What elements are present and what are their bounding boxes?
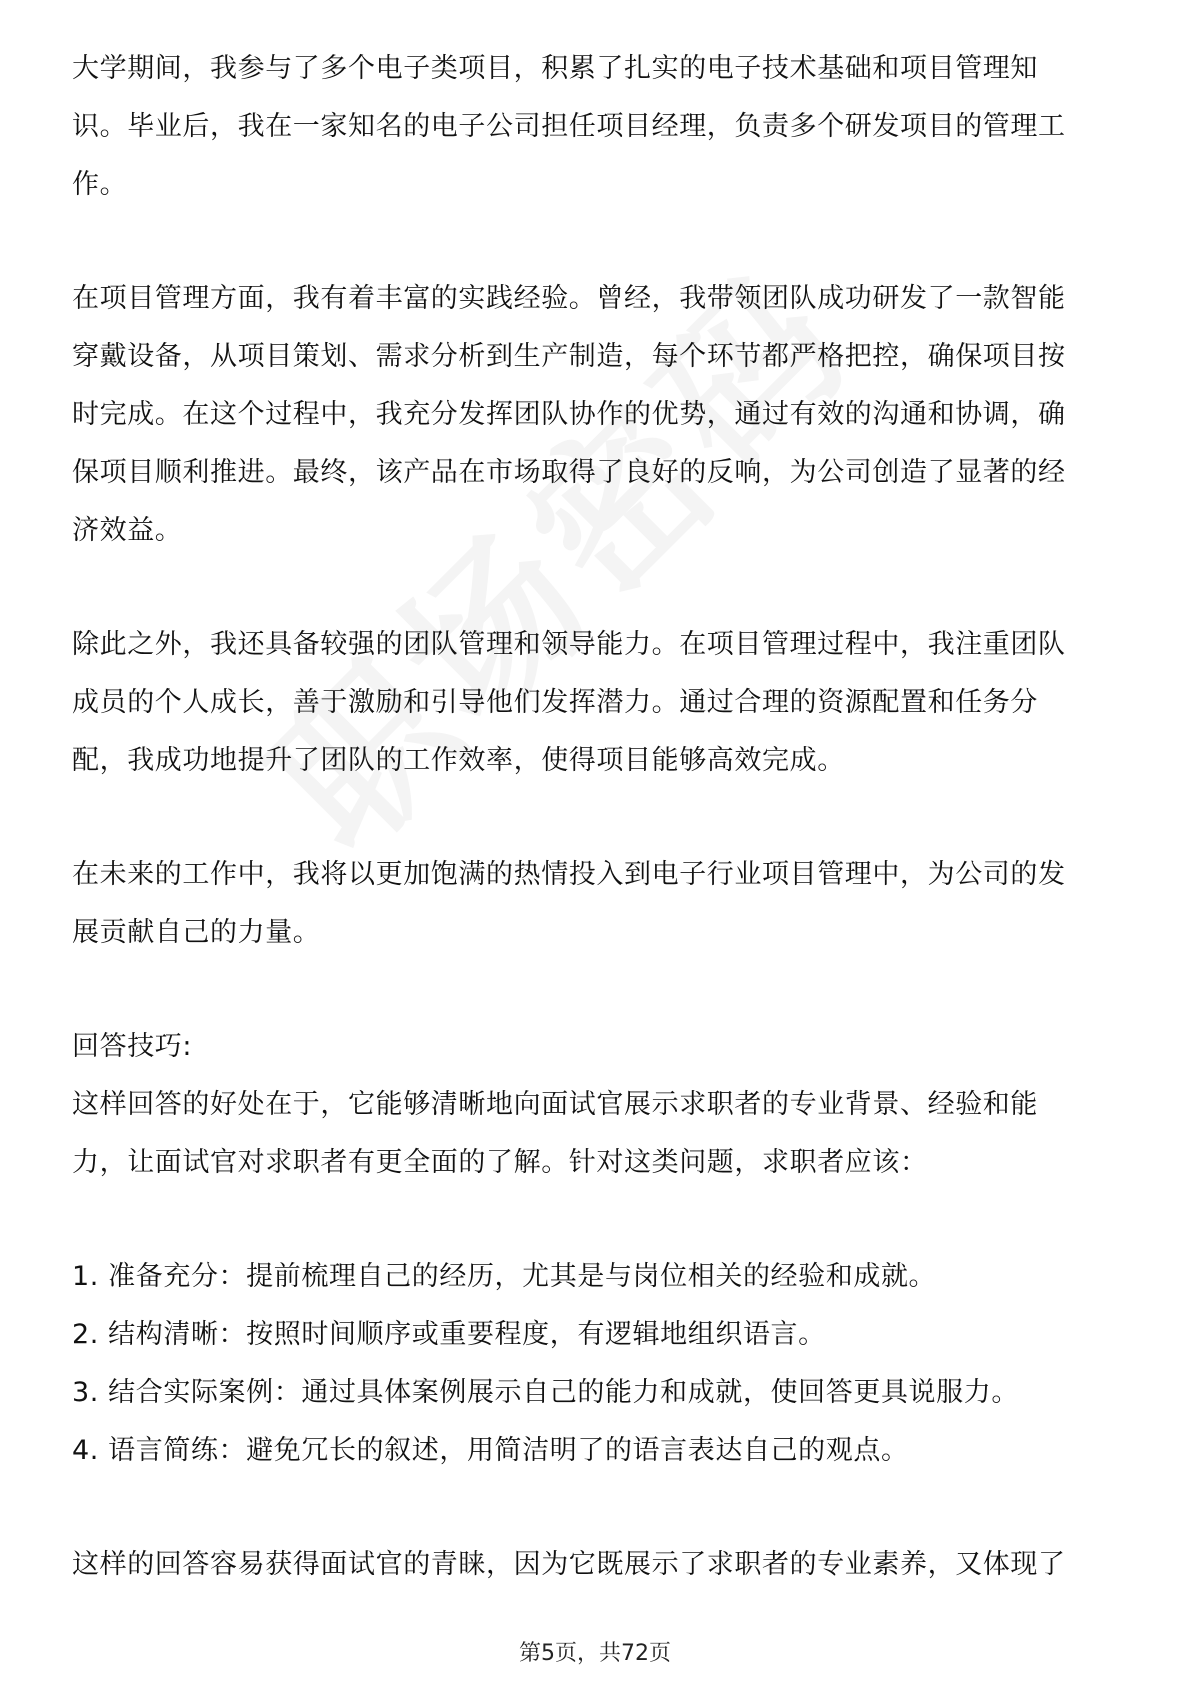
- text-line: 识。毕业后，我在一家知名的电子公司担任项目经理，负责多个研发项目的管理工: [72, 111, 1066, 142]
- paragraph-conclusion: [72, 1536, 1118, 1594]
- text-line: 在项目管理方面，我有着丰富的实践经验。曾经，我带领团队成功研发了一款智能: [72, 283, 1066, 314]
- page-number: 第5页，共72页: [519, 1641, 671, 1666]
- text-line: 展贡献自己的力量。: [72, 917, 321, 948]
- list-item: 1. 准备充分：提前梳理自己的经历，尤其是与岗位相关的经验和成就。: [72, 1261, 937, 1292]
- text-line: 作。: [72, 169, 128, 200]
- text-line: 保项目顺利推进。最终，该产品在市场取得了良好的反响，为公司创造了显著的经: [72, 457, 1066, 488]
- text-line: 成员的个人成长，善于激励和引导他们发挥潜力。通过合理的资源配置和任务分: [72, 687, 1038, 718]
- list-item: 2. 结构清晰：按照时间顺序或重要程度，有逻辑地组织语言。: [72, 1319, 826, 1350]
- paragraph-team-management: [72, 616, 1118, 790]
- text-line: 在未来的工作中，我将以更加饱满的热情投入到电子行业项目管理中，为公司的发: [72, 859, 1066, 890]
- paragraph-future: [72, 846, 1118, 962]
- list-item: 4. 语言简练：避免冗长的叙述，用简洁明了的语言表达自己的观点。: [72, 1435, 909, 1466]
- text-line: 穿戴设备，从项目策划、需求分析到生产制造，每个环节都严格把控，确保项目按: [72, 341, 1066, 372]
- tips-heading: 回答技巧:: [72, 1031, 193, 1062]
- text-line: 济效益。: [72, 515, 183, 546]
- text-line: 这样的回答容易获得面试官的青睐，因为它既展示了求职者的专业素养，又体现了: [72, 1549, 1066, 1580]
- page-content: [72, 40, 1118, 1594]
- tips-list: [72, 1248, 1118, 1480]
- text-line: 时完成。在这个过程中，我充分发挥团队协作的优势，通过有效的沟通和协调，确: [72, 399, 1066, 430]
- text-line: 力，让面试官对求职者有更全面的了解。针对这类问题，求职者应该：: [72, 1147, 928, 1178]
- text-line: 除此之外，我还具备较强的团队管理和领导能力。在项目管理过程中，我注重团队: [72, 629, 1066, 660]
- text-line: 大学期间，我参与了多个电子类项目，积累了扎实的电子技术基础和项目管理知: [72, 53, 1038, 84]
- text-line: 这样回答的好处在于，它能够清晰地向面试官展示求职者的专业背景、经验和能: [72, 1089, 1038, 1120]
- text-line: 配，我成功地提升了团队的工作效率，使得项目能够高效完成。: [72, 745, 845, 776]
- paragraph-project-experience: [72, 270, 1118, 560]
- paragraph-education: [72, 40, 1118, 214]
- list-item: 3. 结合实际案例：通过具体案例展示自己的能力和成就，使回答更具说服力。: [72, 1377, 1019, 1408]
- paragraph-tips-intro: [72, 1076, 1118, 1192]
